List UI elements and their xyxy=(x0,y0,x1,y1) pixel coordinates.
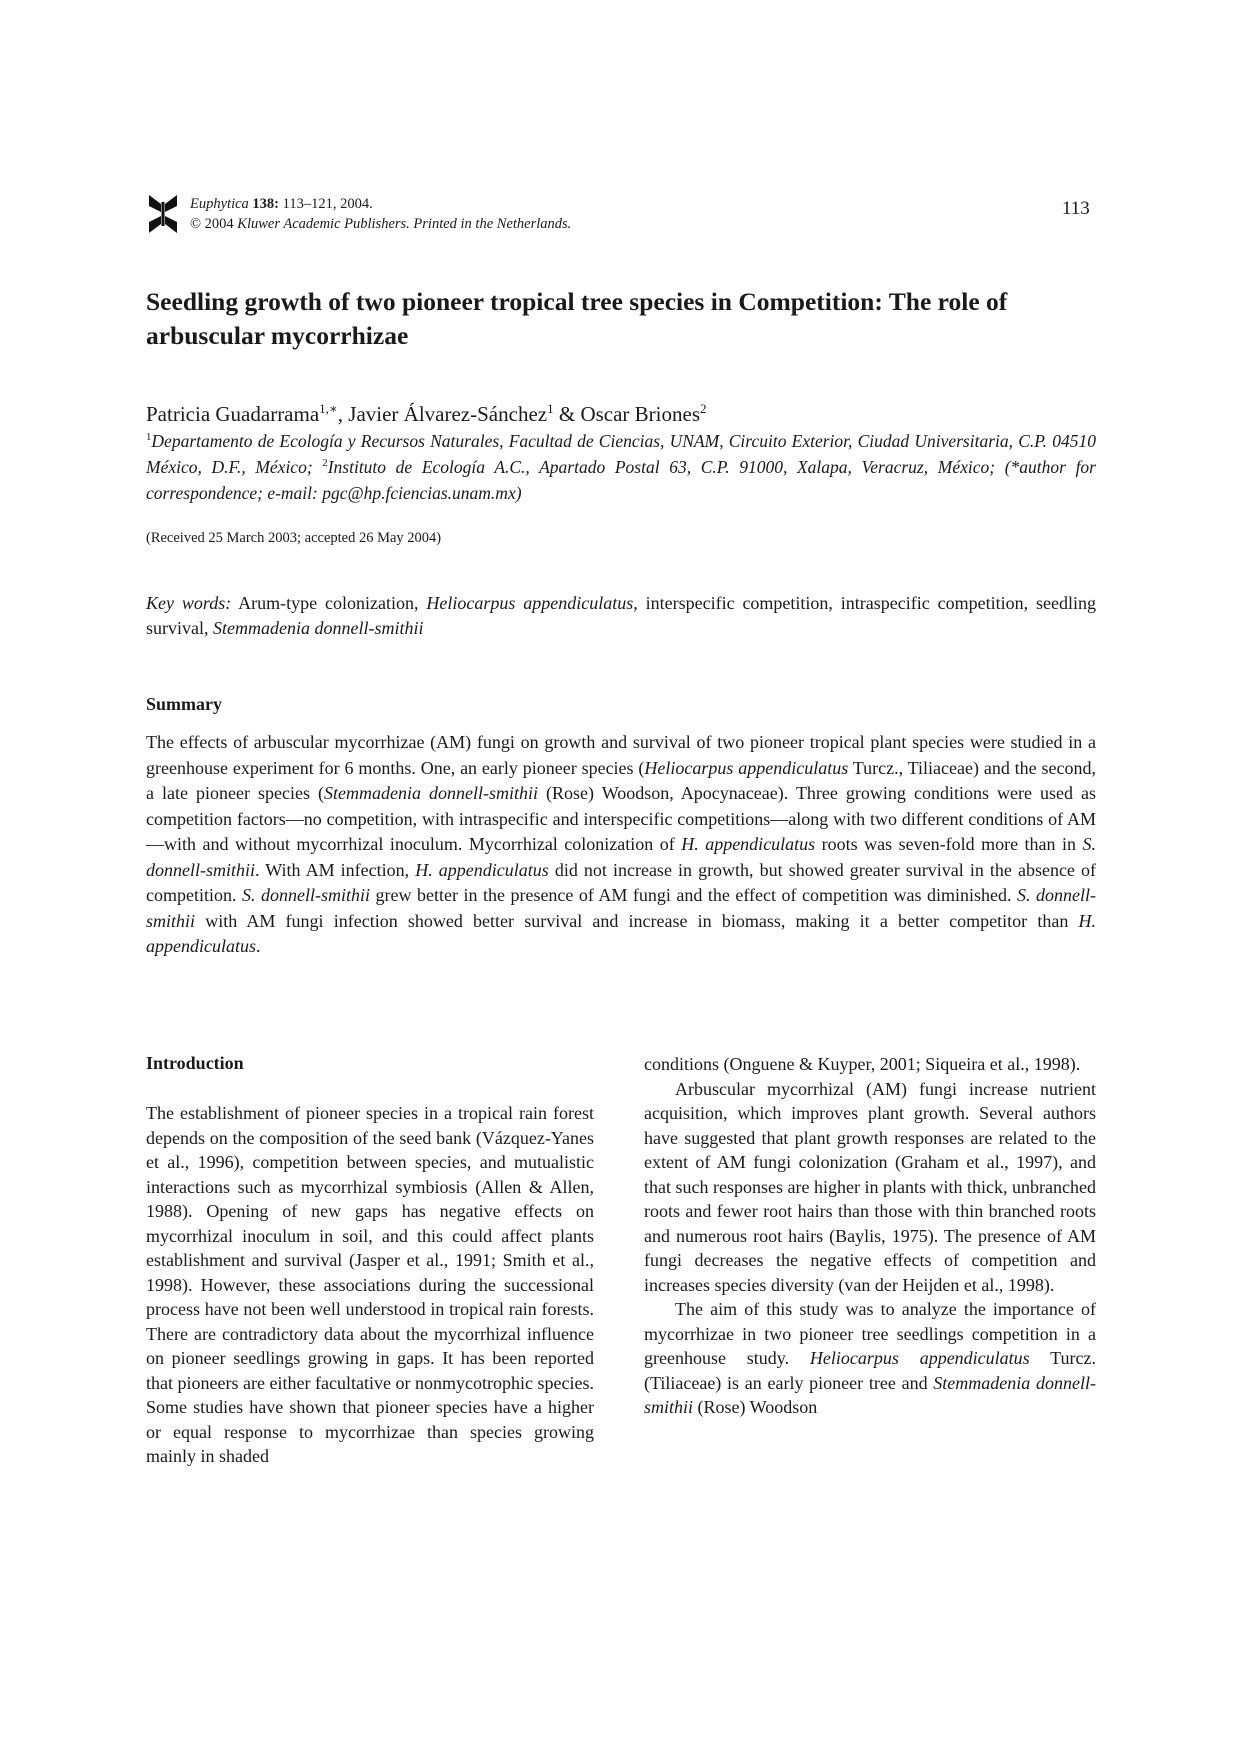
species-name: Stemmadenia donnell-smithii xyxy=(644,1372,1096,1417)
publisher-logo-icon xyxy=(146,193,180,235)
author-separator: & xyxy=(553,402,581,426)
species-name: S. donnell-smithii xyxy=(146,834,1096,880)
keywords-label: Key words: xyxy=(146,593,232,613)
introduction-left-column xyxy=(146,1101,594,1469)
affiliation-mark: 2 xyxy=(322,457,328,470)
author-affiliation-mark: 1 xyxy=(547,401,554,416)
text-run: roots was seven-fold more than in xyxy=(815,834,1083,854)
author-name: Patricia Guadarrama xyxy=(146,402,320,426)
text-run: Arbuscular mycorrhizal (AM) fungi increase nutrient acquisition, which improves plant growth. Several authors have suggested that plant growth responses are related to the extent of AM fungi colonization (Graham et al., 1997), and that such responses are higher in plants with thick, unbranched roots and fewer root hairs than those with thin branched roots and numerous root hairs (Baylis, 1975). The presence of AM fungi decreases the negative effects of competition and increases species diversity (van der Heijden et al., 1998). xyxy=(644,1078,1096,1295)
affiliations xyxy=(146,428,1096,506)
journal-pages: 113–121, 2004. xyxy=(279,196,373,212)
journal-reference-line xyxy=(190,194,571,214)
text-run: grew better in the presence of AM fungi and the effect of competition was diminished. xyxy=(370,885,1018,905)
text-run: The aim of this study was to analyze the importance of mycorrhizae in two pioneer tree seedlings competition in a greenhouse study. xyxy=(644,1299,1096,1368)
text-run: The effects of arbuscular mycorrhizae (AM) fungi on growth and survival of two pioneer tropical plant species were studied in a greenhouse experiment for 6 months. One, an early pioneer species ( xyxy=(146,732,1096,778)
text-run: (Rose) Woodson xyxy=(693,1397,818,1417)
species-name: Heliocarpus appendiculatus xyxy=(809,1348,1030,1368)
species-name: H. appendiculatus xyxy=(415,859,549,880)
author-affiliation-mark: 1,∗ xyxy=(319,401,338,416)
page-number: 113 xyxy=(1062,198,1090,219)
text-run: The establishment of pioneer species in a tropical rain forest depends on the composition of the seed bank (Vázquez-Yanes et al., 1996), competition between species, and mutualistic interactions such as mycorrhizal symbiosis (Allen & Allen, 1988). Opening of new gaps has negative effects on mycorrhizal inoculum in soil, and this could affect plants establishment and survival (Jasper et al., 1991; Smith et al., 1998). However, these associations during the successional process have not been well understood in tropical rain forests. There are contradictory data about the mycorrhizal influence on pioneer seedlings growing in gaps. It has been reported that pioneers are either facultative or nonmycotrophic species. Some studies have shown that pioneer species have a higher or equal response to mycorrhizae than species growing mainly in shaded xyxy=(146,1103,594,1466)
author-name: Oscar Briones xyxy=(580,402,701,426)
introduction-heading: Introduction xyxy=(146,1053,244,1073)
text-run: . With AM infection, xyxy=(255,859,416,880)
text-run: did not increase in growth, but showed greater survival in the absence of competition. xyxy=(146,859,1096,905)
journal-citation xyxy=(190,194,571,234)
text-run: (Rose) Woodson, Apocynaceae). Three growing conditions were used as competition factors—no competition, with intraspecific and interspecific competitions—along with two different conditions of AM—with and without mycorrhizal inoculum. Mycorrhizal colonization of xyxy=(146,783,1096,854)
summary-heading: Summary xyxy=(146,694,222,714)
journal-volume: 138: xyxy=(252,196,280,212)
journal-name: Euphytica xyxy=(190,196,249,212)
copyright-symbol: © xyxy=(190,216,202,232)
affiliation-text: Instituto de Ecología A.C., Apartado Postal 63, C.P. 91000, Xalapa, Veracruz, México; (*author for correspondence; e-mail: pgc@hp.fciencias.unam.mx) xyxy=(146,457,1096,503)
affiliation-text: Departamento de Ecología y Recursos Naturales, Facultad de Ciencias, UNAM, Circuito Exterior, Ciudad Universitaria, C.P. 04510 México, D.F., México; xyxy=(146,431,1096,477)
text-run: conditions (Onguene & Kuyper, 2001; Siqueira et al., 1998). xyxy=(644,1054,1081,1074)
species-name: Heliocarpus appendiculatus xyxy=(644,757,849,778)
author-list xyxy=(146,400,1096,428)
keywords-text xyxy=(146,593,1096,638)
species-name: H. appendiculatus xyxy=(146,910,1096,956)
text-run: , interspecific competition, intraspecific competition, seedling survival, xyxy=(146,593,1097,638)
copyright-text: Kluwer Academic Publishers. Printed in the Netherlands. xyxy=(237,216,572,232)
species-name: Stemmadenia donnell-smithii xyxy=(324,783,539,803)
copyright-year: 2004 xyxy=(201,216,238,232)
text-run: Turcz., Tiliaceae) and the second, a late pioneer species ( xyxy=(146,757,1097,803)
author-name: Javier Álvarez-Sánchez xyxy=(348,402,548,426)
introduction-right-column xyxy=(644,1052,1096,1420)
keywords xyxy=(146,591,1096,641)
text-run: Turcz. (Tiliaceae) is an early pioneer tree and xyxy=(644,1348,1096,1393)
paragraph xyxy=(644,1052,1096,1077)
text-run: Arum-type colonization, xyxy=(231,593,427,613)
species-name: Stemmadenia donnell-smithii xyxy=(213,618,424,638)
author-separator: , xyxy=(337,402,349,426)
summary-text xyxy=(146,730,1096,960)
copyright-line xyxy=(190,214,571,234)
species-name: S. donnell-smithii xyxy=(242,885,370,905)
paragraph xyxy=(146,1101,594,1469)
text-run: with AM fungi infection showed better survival and increase in biomass, making it a better competitor than xyxy=(195,910,1079,931)
affiliation-mark: 1 xyxy=(146,431,152,444)
paper-title: Seedling growth of two pioneer tropical tree species in Competition: The role of arbuscular mycorrhizae xyxy=(146,287,1008,350)
species-name: Heliocarpus appendiculatus xyxy=(426,593,634,613)
species-name: H. appendiculatus xyxy=(681,834,816,854)
author-affiliation-mark: 2 xyxy=(700,401,707,416)
paragraph xyxy=(644,1077,1096,1298)
text-run: . xyxy=(256,936,261,956)
paragraph xyxy=(644,1297,1096,1420)
received-dates: (Received 25 March 2003; accepted 26 May 2004) xyxy=(146,530,442,546)
species-name: S. donnell-smithii xyxy=(146,885,1097,931)
